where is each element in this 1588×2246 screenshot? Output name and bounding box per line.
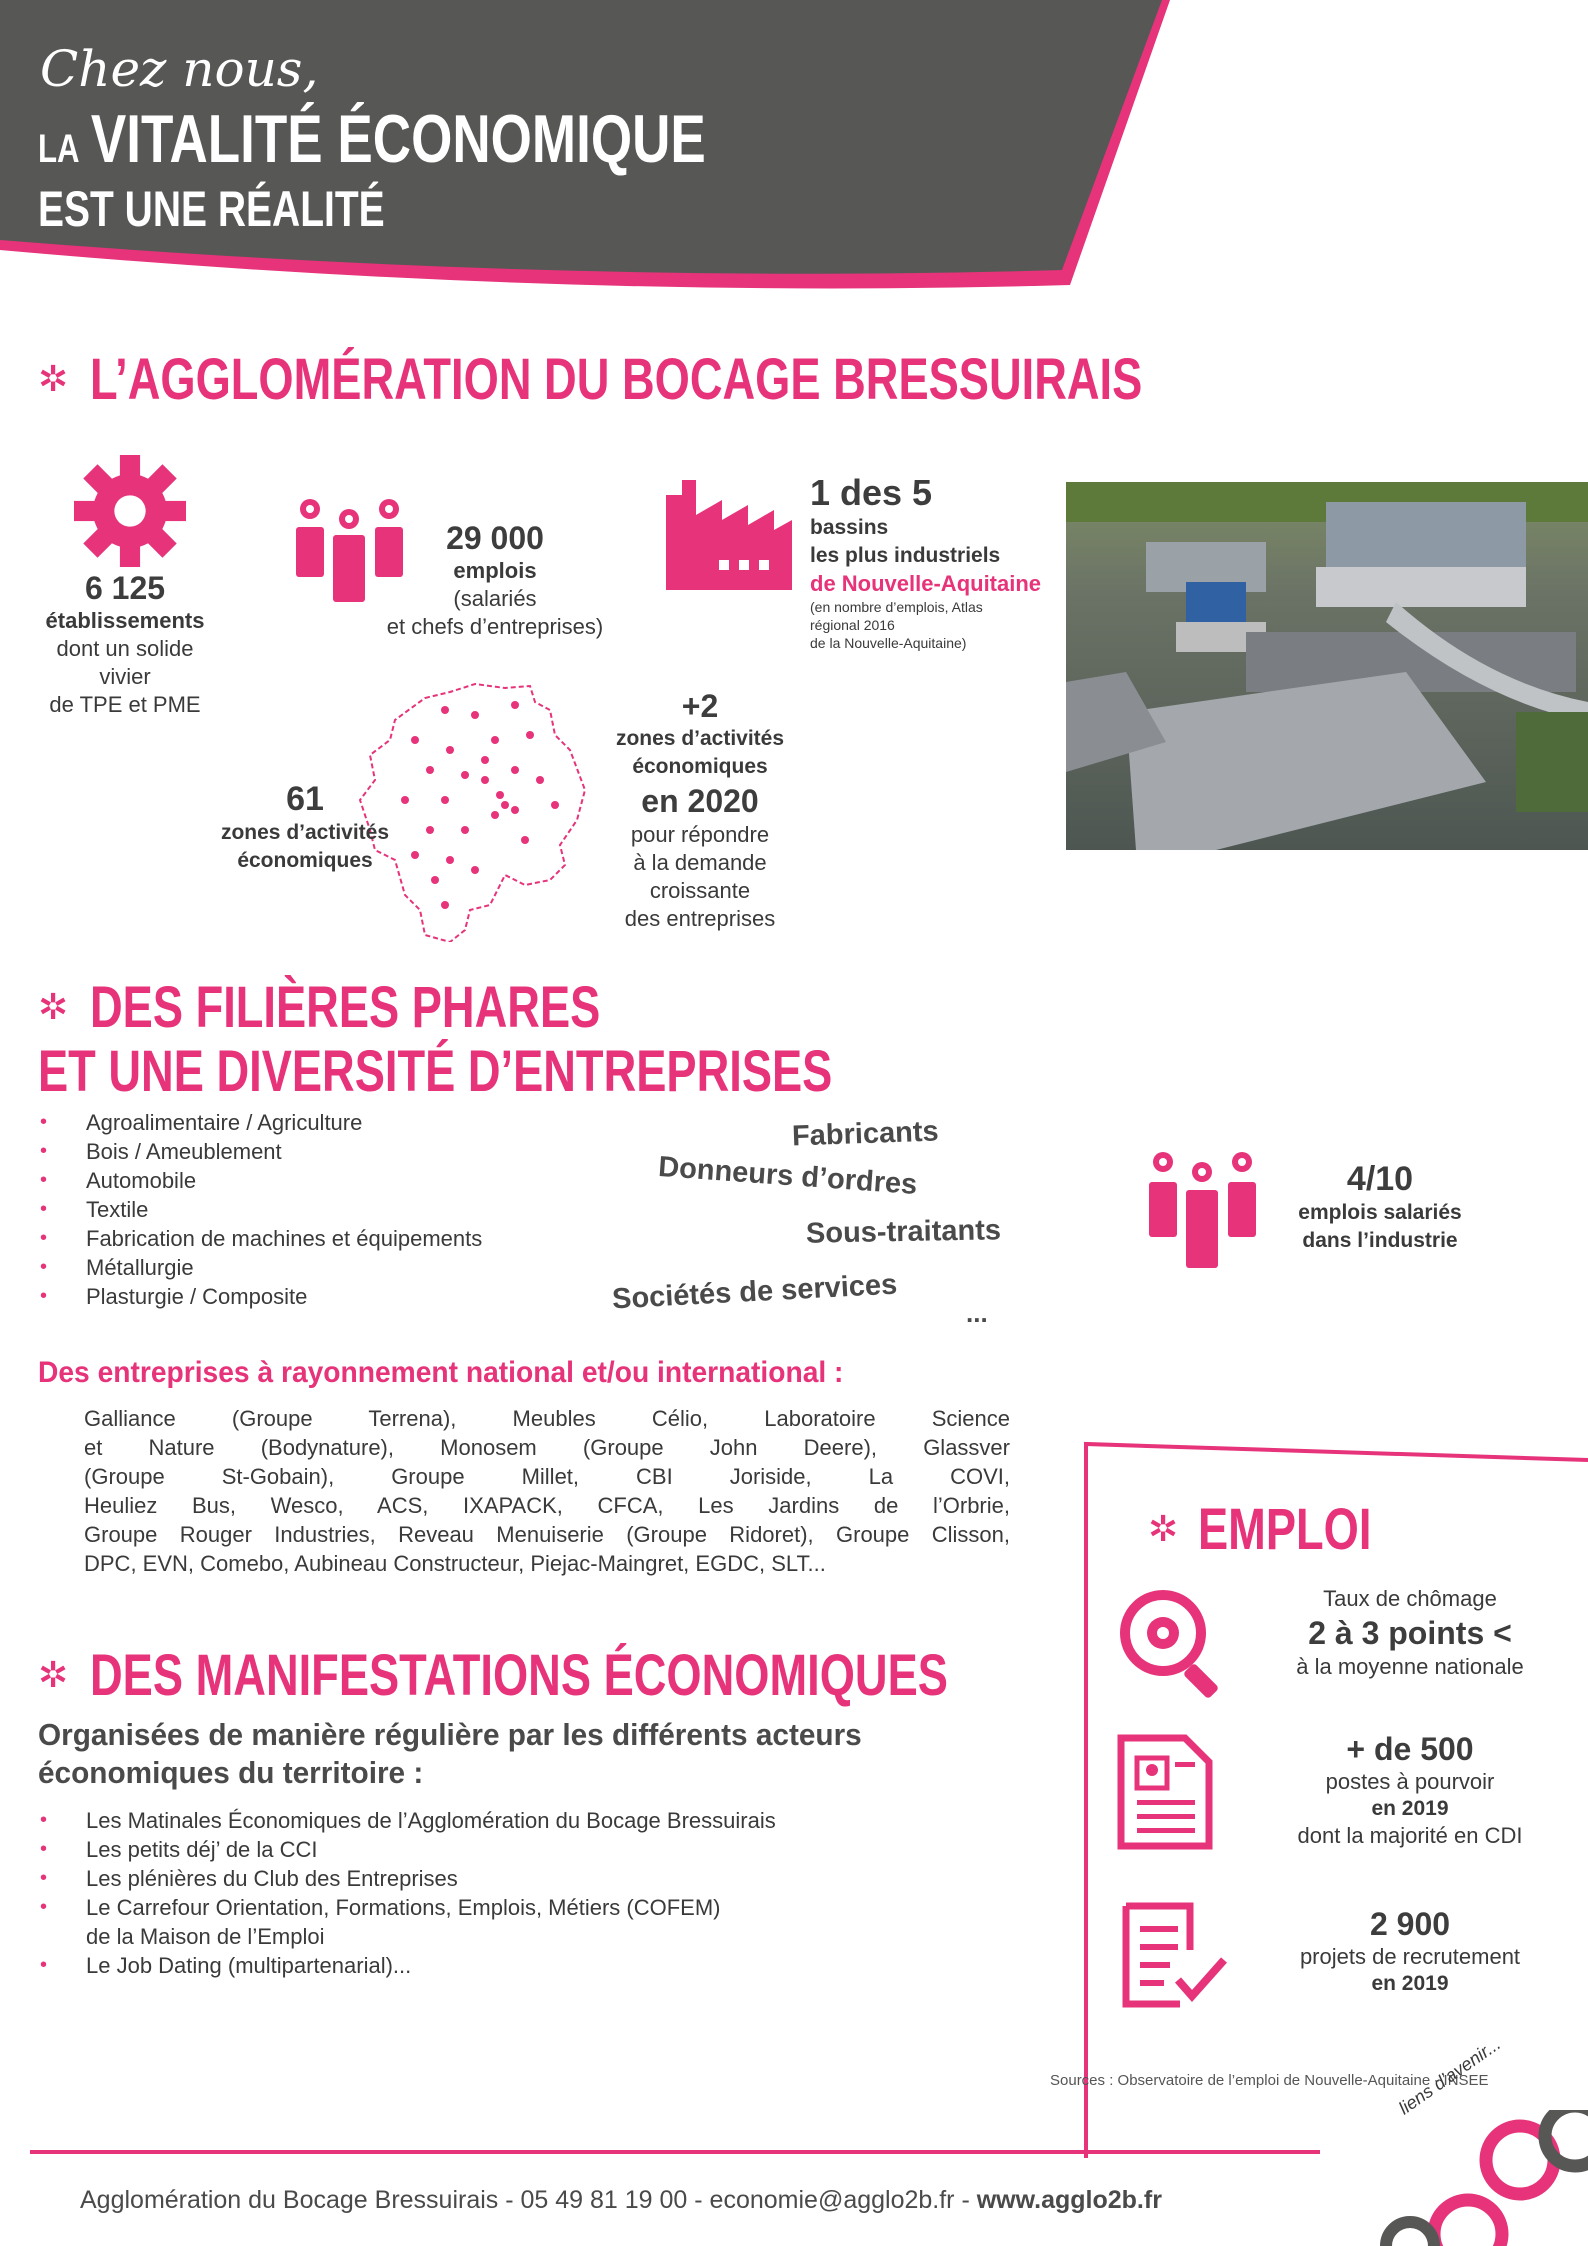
stat-zones-line-2: économiques [237, 849, 373, 872]
section-manif-title: DES MANIFESTATIONS ÉCONOMIQUES [90, 1643, 948, 1708]
companies-text [84, 1404, 1010, 1578]
stat-bassins-note-2: régional 2016 [810, 617, 895, 633]
stat-plus-desc-4: des entreprises [624, 906, 776, 931]
gear-icon: ✲ [38, 986, 69, 1027]
aerial-photo [1066, 482, 1588, 850]
stat-bassins-note-3: de la Nouvelle-Aquitaine) [810, 635, 967, 651]
word-cloud-item: Fabricants [791, 1115, 940, 1153]
chomage-value: 2 à 3 points < [1308, 1615, 1512, 1651]
word-cloud-item: Sous-traitants [805, 1214, 1002, 1250]
footer-website-link[interactable]: www.agglo2b.fr [976, 2186, 1162, 2214]
stat-emplois-label: emplois [453, 558, 537, 583]
postes-year: en 2019 [1371, 1797, 1449, 1820]
gear-icon: ✲ [38, 358, 69, 399]
list-item: • Le Job Dating (multipartenarial)... [40, 1951, 776, 1980]
manif-intro-1: Organisées de manière régulière par les différents acteurs [38, 1717, 862, 1752]
footer-divider [30, 2150, 1320, 2154]
stat-plus-desc-1: pour répondre [630, 822, 770, 847]
stat-etab-number: 6 125 [84, 570, 166, 606]
header-title-prefix: LA [38, 127, 80, 171]
resume-icon [1115, 1732, 1215, 1852]
projets-value: 2 900 [1369, 1906, 1451, 1942]
projets-year: en 2019 [1371, 1972, 1449, 1995]
manif-intro-2: économiques du territoire : [38, 1755, 424, 1790]
word-cloud-item: ... [966, 1298, 988, 1328]
section-filieres-title-1: DES FILIÈRES PHARES [90, 975, 601, 1040]
stat-plus-desc-3: croissante [649, 878, 751, 903]
stat-emplois-desc-2: et chefs d’entreprises) [386, 614, 604, 639]
stat-industry-line-1: emplois salariés [1298, 1201, 1462, 1224]
list-item: • Les petits déj’ de la CCI [40, 1835, 776, 1864]
companies-line: DPC, EVN, Comebo, Aubineau Constructeur, Piejac-Maingret, EGDC, SLT... [84, 1551, 826, 1576]
chomage-label: Taux de chômage [1323, 1586, 1497, 1611]
header-title-line [38, 100, 894, 178]
list-item: • Fabrication de machines et équipements [40, 1224, 482, 1253]
stat-bassins-number: 1 des 5 [810, 472, 933, 513]
people-gears-icon [1145, 1150, 1260, 1270]
checklist-icon [1120, 1900, 1230, 2010]
companies-title: Des entreprises à rayonnement national et/ou international : [38, 1356, 844, 1389]
section-agglo-title: L’AGGLOMÉRATION DU BOCAGE BRESSUIRAIS [90, 347, 1143, 412]
stat-plus-line-1: zones d’activités [615, 727, 785, 750]
footer-contact [80, 2186, 1162, 2215]
gear-icon [74, 455, 186, 567]
word-cloud-item: Sociétés de services [611, 1268, 898, 1316]
manif-list [40, 1806, 776, 1980]
list-item: • Les plénières du Club des Entreprises [40, 1864, 776, 1893]
section-filieres-title-2: ET UNE DIVERSITÉ D’ENTREPRISES [38, 1039, 833, 1104]
stat-emplois-desc-1: (salariés [453, 586, 537, 611]
stat-bassins-line-2: les plus industriels [810, 544, 1001, 567]
stat-industry-number: 4/10 [1346, 1160, 1414, 1198]
postes-value: + de 500 [1346, 1731, 1474, 1767]
gear-icon: ✲ [1148, 1508, 1179, 1549]
list-item: • Bois / Ameublement [40, 1137, 482, 1166]
stat-etab-desc-1: dont un solide [56, 636, 194, 661]
stat-bassins-region: de Nouvelle-Aquitaine [810, 571, 1042, 596]
stat-bassins-line-1: bassins [810, 516, 889, 539]
filieres-list [40, 1108, 482, 1311]
stat-zones-number: 61 [286, 780, 324, 818]
stat-plus-desc-2: à la demande [633, 850, 767, 875]
section-emploi-title: EMPLOI [1198, 1497, 1372, 1562]
postes-label: postes à pourvoir [1325, 1769, 1495, 1794]
list-item-text: Le Carrefour Orientation, Formations, Emplois, Métiers (COFEM) [86, 1895, 721, 1920]
stat-etab-label: établissements [45, 608, 205, 633]
list-item: • Métallurgie [40, 1253, 482, 1282]
list-item: • Automobile [40, 1166, 482, 1195]
list-item-cont: de la Maison de l’Emploi [86, 1924, 325, 1949]
chomage-desc: à la moyenne nationale [1296, 1654, 1524, 1679]
list-item [40, 1893, 776, 1951]
companies-line: (Groupe St-Gobain), Groupe Millet, CBI Joriside, La COVI, [84, 1464, 1010, 1489]
stat-plus-year: en 2020 [641, 783, 759, 819]
header-title-main: VITALITÉ ÉCONOMIQUE [90, 101, 706, 177]
stat-zones-line-1: zones d’activités [220, 821, 390, 844]
companies-line: Groupe Rouger Industries, Reveau Menuiserie (Groupe Ridoret), Groupe Clisson, [84, 1522, 1010, 1547]
word-cloud-item: Donneurs d’ordres [657, 1150, 919, 1202]
brand-logo [1370, 2110, 1588, 2246]
factory-icon [664, 475, 794, 590]
footer-contact-text: Agglomération du Bocage Bressuirais - 05 49 81 19 00 - economie@agglo2b.fr - [80, 2186, 977, 2214]
brand-slogan: liens d’avenir... [1395, 2033, 1505, 2119]
stat-etab-desc-3: de TPE et PME [49, 692, 201, 717]
projets-label: projets de recrutement [1299, 1944, 1521, 1969]
list-item: • Textile [40, 1195, 482, 1224]
gear-icon: ✲ [38, 1654, 69, 1695]
list-item: • Les Matinales Économiques de l’Agglomération du Bocage Bressuirais [40, 1806, 776, 1835]
stat-plus-number: +2 [681, 688, 719, 724]
magnifier-icon [1115, 1585, 1235, 1705]
list-item: • Plasturgie / Composite [40, 1282, 482, 1311]
sources: Sources : Observatoire de l’emploi de Nouvelle-Aquitaine - INSEE [1050, 2072, 1489, 2089]
companies-line: Heuliez Bus, Wesco, ACS, IXAPACK, CFCA, Les Jardins de l’Orbrie, [84, 1493, 1010, 1518]
postes-desc: dont la majorité en CDI [1297, 1823, 1523, 1848]
header-script: Chez nous, [40, 40, 319, 98]
stat-emplois-number: 29 000 [446, 520, 544, 556]
stat-bassins-note-1: (en nombre d’emplois, Atlas [810, 599, 983, 615]
header-title-sub: EST UNE RÉALITÉ [38, 181, 385, 237]
stat-plus-line-2: économiques [632, 755, 768, 778]
companies-line: et Nature (Bodynature), Monosem (Groupe John Deere), Glassver [84, 1435, 1010, 1460]
stat-industry-line-2: dans l’industrie [1302, 1229, 1458, 1252]
list-item: • Agroalimentaire / Agriculture [40, 1108, 482, 1137]
companies-line: Galliance (Groupe Terrena), Meubles Célio, Laboratoire Science [84, 1406, 1010, 1431]
stat-etab-desc-2: vivier [99, 664, 151, 689]
